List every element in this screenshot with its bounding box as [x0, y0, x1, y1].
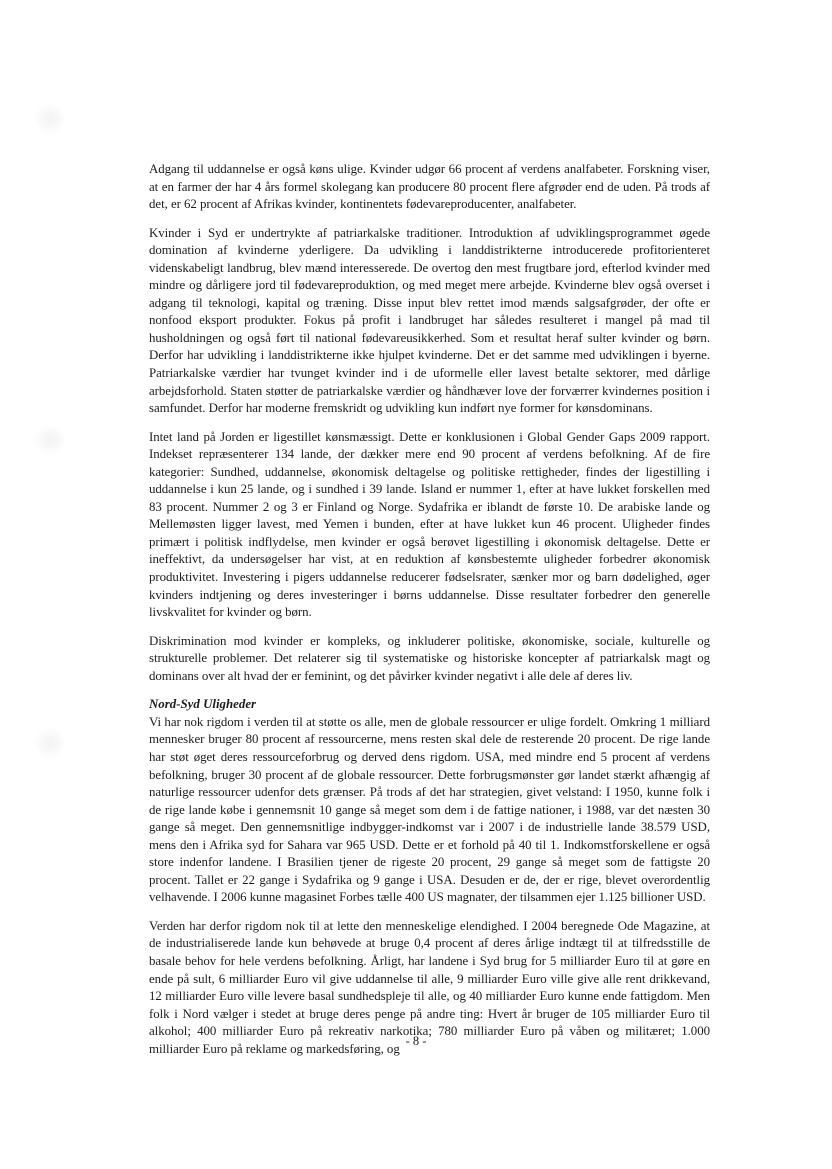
page-number: - 8 - [405, 1034, 427, 1048]
paragraph-discrimination: Diskrimination mod kvinder er kompleks, og inkluderer politiske, økonomiske, sociale, kulturelle og strukturelle problemer. Det relaterer sig til systematiske og historiske koncepter af patriarkalsk magt og dominans over alt hvad der er feminint, og det påvirker kvinder negativt i alle dele af deres liv. [149, 633, 710, 683]
paragraph-patriarchal-traditions: Kvinder i Syd er undertrykte af patriarkalske traditioner. Introduktion af udviklingsprogrammet øgede domination af kvinderne yderligere. Da udvikling i landdistrikterne introducerede profitorienteret videnskabeligt landbrug, blev mænd interesserede. De overtog den mest frugtbare jord, efterlod kvinder med mindre og dårligere jord til fødevareproduktion, og med meget mere arbejde. Kvinderne blev også overset i adgang til teknologi, kapital og træning. Disse input blev rettet imod mænds salgsafgrøder, der ofte er nonfood eksport produkter. Fokus på profit i landbruget har således resulteret i mangel på mad til husholdningen og også ført til national fødevareusikkerhed. Som et resultat heraf sulter kvinder og børn. Derfor har udvikling i landdistrikterne ikke hjulpet kvinderne. Det er det samme med udviklingen i byerne. Patriarkalske værdier har tvunget kvinder ind i de uformelle eller lavest betalte sektorer, med dårlige arbejdsforhold. Staten støtter de patriarkalske værdier og håndhæver love der forværrer kvindernes position i samfundet. Derfor har moderne fremskridt og udvikling kun indført nye former for kønsdominans. [149, 225, 710, 416]
punch-hole-mark [34, 104, 64, 134]
punch-hole-mark [34, 728, 64, 758]
paragraph-world-wealth: Verden har derfor rigdom nok til at lette den menneskelige elendighed. I 2004 beregnede Ode Magazine, at de industrialiserede lande kun behøvede at bruge 0,4 procent af deres årlige indtægt til at tilfredsstille de basale behov for hele verdens befolkning. Årligt, har landene i Syd brug for 5 milliarder Euro til at gøre en ende på sult, 6 milliarder Euro vil give uddannelse til alle, 9 milliarder Euro ville give alle rent drikkevand, 12 milliarder Euro ville levere basal sundhedspleje til alle, og 40 milliarder Euro kunne ende fattigdom. Men folk i Nord vælger i stedet at bruge deres penge på andre ting: Hvert år bruger de 105 milliarder Euro til alkohol; 400 milliarder Euro på rekreativ narkotika; 780 milliarder Euro på våben og militæret; 1.000 milliarder Euro på reklame og markedsføring, og [149, 918, 710, 1056]
paragraph-global-resources: Vi har nok rigdom i verden til at støtte os alle, men de globale ressourcer er ulige fordelt. Omkring 1 milliard mennesker bruger 80 procent af ressourcerne, mens resten skal dele de resterende 20 procent. De rige lande har støt øget deres ressourceforbrug og derved dens rigdom. USA, med mindre end 5 procent af verdens befolkning, bruger 30 procent af de globale ressourcer. Dette forbrugsmønster gør landet stærkt afhængig af naturlige ressourcer udenfor dets grænser. På trods af det har strategien, givet velstand: I 1950, kunne folk i de rige lande købe i gennemsnit 10 gange så meget som dem i de fattige nationer, i 1988, var det næsten 30 gange så meget. Den gennemsnitlige indbygger-indkomst var i 2007 i de industrielle lande 38.579 USD, mens den i Afrika syd for Sahara var 965 USD. Dette er et forhold på 40 til 1. Indkomstforskellene er også store indenfor landene. I Brasilien tjener de rigeste 20 procent, 29 gange så meget som de fattigste 20 procent. Tallet er 22 gange i Sydafrika og 9 gange i USA. Desuden er de, der er rige, blevet overordentlig velhavende. I 2006 kunne magasinet Forbes tælle 400 US magnater, der tilsammen ejer 1.125 billioner USD. [149, 714, 710, 905]
section-heading: Nord-Syd Uligheder [149, 697, 257, 712]
paragraph-global-gender-gap: Intet land på Jorden er ligestillet kønsmæssigt. Dette er konklusionen i Global Gender Gaps 2009 rapport. Indekset repræsenterer 134 lande, der dækker mere end 90 procent af verdens befolkning. Af de fire kategorier: Sundhed, uddannelse, økonomisk deltagelse og politiske rettigheder, findes der ligestilling i uddannelse i kun 25 lande, og i sundhed i 39 lande. Island er nummer 1, efter at have lukket forskellen med 83 procent. Nummer 2 og 3 er Finland og Norge. Sydafrika er iblandt de første 10. De arabiske lande og Mellemøsten ligger lavest, med Yemen i bunden, efter at have lukket kun 46 procent. Uligheder findes primært i politisk indflydelse, men kvinder er også berøvet ligestilling i økonomisk deltagelse. Dette er ineffektivt, da undersøgelser har vist, at en reduktion af kønsbestemte uligheder forbedrer økonomisk produktivitet. Investering i pigers uddannelse reducerer fødselsrater, sænker mor og barn dødelighed, øger kvinders indtjening og deres investeringer i børns uddannelse. Disse resultater forbedrer den generelle livskvalitet for kvinder og børn. [149, 429, 710, 620]
punch-hole-mark [34, 425, 64, 455]
paragraph-education-inequality: Adgang til uddannelse er også køns ulige. Kvinder udgør 66 procent af verdens analfabeter. Forskning viser, at en farmer der har 4 års formel skolegang kan producere 80 procent flere afgrøder end de uden. På trods af det, er 62 procent af Afrikas kvinder, kontinentets fødevareproducenter, analfabeter. [149, 162, 710, 212]
document-page-body [149, 161, 710, 1069]
section-north-south [149, 696, 710, 1058]
